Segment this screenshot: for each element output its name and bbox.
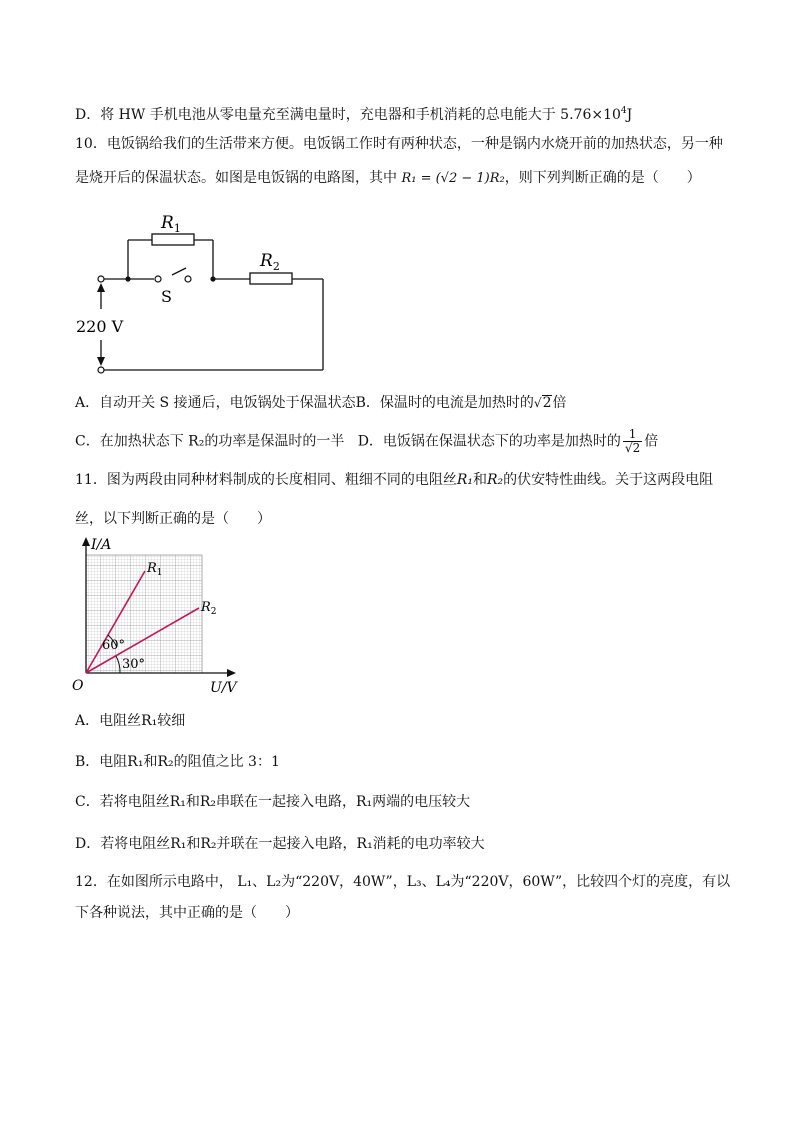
junction-left: [125, 276, 130, 281]
angle-60-label: 60°: [102, 638, 126, 653]
q11-option-c: C．若将电阻丝R₁和R₂串联在一起接入电路，R₁两端的电压较大: [75, 794, 471, 810]
q10-option-b-pre: B．保温时的电流是加热时的: [355, 395, 534, 411]
q9-option-d-exponent: 4: [620, 106, 627, 116]
q11-stem-text1b: 的伏安特性曲线。关于这两段电阻: [503, 472, 714, 488]
q11-r2: R₂: [486, 472, 504, 488]
q10-number: 10．: [75, 136, 107, 152]
q10-option-c: C．在加热状态下 R₂的功率是保温时的一半: [75, 433, 345, 450]
q10-option-d-fraction: $\frac{1}{√2}$: [624, 427, 641, 455]
q9-option-d-unit: J: [626, 107, 633, 123]
q10-options-cd: [75, 428, 658, 455]
terminal-top: [98, 276, 104, 282]
switch-lever: [172, 268, 186, 275]
q10-stem-line2: [75, 168, 701, 189]
q12-number: 12．: [75, 874, 107, 890]
r1-label: $R_1$: [161, 213, 181, 235]
q11-iu-graph: [70, 535, 250, 695]
q12-stem-text1: 在如图所示电路中， L₁、L₂为“220V，40W”，L₃、L₄为“220V，60W”，比较四个灯的亮度，有以: [106, 874, 731, 890]
q10-stem-text1: 电饭锅给我们的生活带来方便。电饭锅工作时有两种状态，一种是锅内水烧开前的加热状态，另一种: [106, 136, 723, 152]
q10-stem-line1: [75, 134, 723, 154]
q11-number: 11．: [75, 472, 107, 488]
q12-stem-line2: 下各种说法，其中正确的是（ ）: [75, 905, 299, 921]
y-axis-label: I/A: [91, 537, 112, 553]
x-axis-label: U/V: [210, 680, 237, 695]
q10-option-b-sqrt: 2: [542, 395, 552, 411]
q10-stem-text2b: ，则下列判断正确的是（ ）: [504, 170, 701, 186]
switch-label: S: [161, 287, 172, 306]
r1-curve-label: $R_1$: [147, 561, 163, 578]
q11-option-d: D．若将电阻丝R₁和R₂并联在一起接入电路，R₁消耗的电功率较大: [75, 836, 485, 852]
voltage-arrow-up-head: [97, 283, 105, 292]
junction-right: [210, 276, 215, 281]
q10-option-d-pre: D．电饭锅在保温状态下的功率是加热时的: [357, 433, 621, 450]
x-axis-arrow: [227, 669, 236, 677]
resistor-r2: [250, 273, 292, 284]
resistor-r1: [152, 234, 194, 245]
q11-stem-text1a: 图为两段由同种材料制成的长度相同、粗细不同的电阻丝: [106, 472, 457, 488]
q11-r1: R₁: [456, 472, 473, 488]
y-axis-arrow: [82, 537, 90, 546]
q10-option-b-post: 倍: [552, 395, 567, 411]
q10-option-d-post: 倍: [644, 433, 659, 450]
q10-option-a: A．自动开关 S 接通后，电饭锅处于保温状态: [75, 395, 356, 411]
origin-label: O: [72, 678, 84, 694]
q11-stem-line2: 丝，以下判断正确的是（ ）: [75, 511, 271, 527]
q11-stem-line1: [75, 470, 713, 490]
q10-stem-text2a: 是烧开后的保温状态。如图是电饭锅的电路图，其中: [75, 170, 397, 186]
q11-and: 和: [472, 472, 487, 488]
angle-30-label: 30°: [122, 657, 146, 672]
r2-label: $R_2$: [260, 251, 280, 273]
q10-circuit-diagram: [70, 206, 330, 378]
voltage-arrow-down-head: [97, 357, 105, 366]
q9-option-d-label: D．: [75, 107, 101, 123]
switch-contact-left: [155, 276, 161, 282]
q12-stem-line1: [75, 872, 730, 892]
q9-option-d-text: 将 HW 手机电池从零电量充至满电量时，充电器和手机消耗的总电能大于 5.76×10: [100, 107, 621, 123]
switch-contact-right: [185, 276, 191, 282]
r2-curve-label: $R_2$: [201, 600, 217, 617]
q9-option-d: [75, 101, 632, 125]
q11-option-b: B．电阻R₁和R₂的阻值之比 3：1: [75, 754, 280, 770]
q10-options-ab: A．自动开关 S 接通后，电饭锅处于保温状态B．保温时的电流是加热时的√2倍: [75, 395, 567, 411]
q11-option-a: A．电阻丝R₁较细: [75, 713, 186, 729]
terminal-bottom: [98, 367, 104, 373]
q10-formula: R₁ = (√2 − 1)R₂: [401, 171, 505, 186]
voltage-label: 220 V: [76, 317, 124, 336]
